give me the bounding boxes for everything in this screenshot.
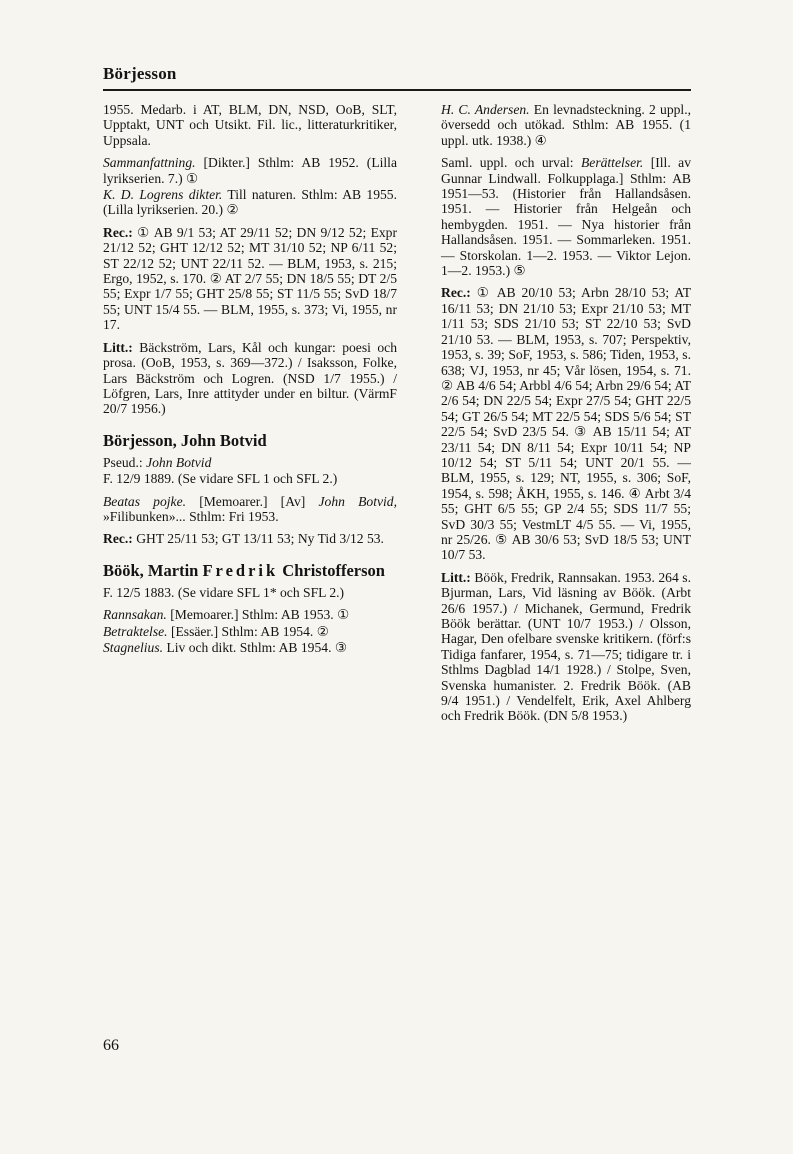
work-details: [Ill. av Gunnar Lindwall. Folkupplaga.] Sthlm: AB 1951—53. (Historier från Hallandsåsen. 1951. — Historier från Helgeån och hembygden. 1951. — Nya historier från Hallandsåsen. 1951. — Sommarleken. 1951. — Storskolan. 1—2. 1953. — Viktor Lejon. 1—2. 1953.) ⑤ (441, 155, 691, 279)
entry-pseudonym (103, 455, 397, 470)
entry-reviews (441, 285, 691, 562)
header-rule (103, 89, 691, 91)
rec-text: ① AB 20/10 53; Arbn 28/10 53; AT 16/11 53; DN 21/10 53; Expr 21/10 53; MT 1/11 53; SDS 21/10 53; ST 22/10 53; SvD 21/10 53. — BLM, 1953, s. 707; Perspektiv, 1953, s. 39; SoF, 1953, s. 586; Tiden, 1953, s. 638; VJ, 1953, nr 45; Vår lösen, 1954, s. 71. ② AB 4/6 54; Arbbl 4/6 54; Arbn 29/6 54; AT 2/6 54; DN 22/5 54; Expr 27/5 54; GHT 22/5 54; GT 26/5 54; MT 22/5 54; SDS 5/6 54; ST 22/5 54; SvD 23/5 54. ③ AB 15/11 54; AT 23/11 54; DN 8/11 54; Expr 10/11 54; NP 10/12 54; ST 5/11 54; UNT 20/1 55. — BLM, 1955, s. 129; NT, 1955, s. 306; SoF, 1954, s. 598; ÅKH, 1955, s. 146. ④ Arbt 3/4 55; GHT 6/5 55; GP 2/4 55; SDS 11/7 55; SvD 30/3 55; VestmLT 4/5 55. — Vi, 1955, nr 25/26. ⑤ AB 30/6 53; SvD 18/5 53; UNT 10/7 53. (441, 285, 691, 563)
rec-label: Rec.: (103, 224, 133, 240)
work-title: Berättelser. (580, 155, 644, 171)
author-heading: Börjesson, John Botvid (103, 430, 267, 450)
work-title: Stagnelius. (103, 639, 164, 655)
entry-born (103, 585, 397, 600)
work-title: Rannsakan. (103, 607, 167, 623)
left-column (103, 102, 397, 662)
entry-work (103, 494, 397, 525)
work-details: [Essäer.] Sthlm: AB 1954. ② (167, 623, 329, 639)
entry-work (103, 155, 397, 186)
entry-intro (103, 102, 397, 148)
entry-work (103, 607, 397, 622)
intro-text: 1955. Medarb. i AT, BLM, DN, NSD, OoB, SLT, Upptakt, UNT och Utsikt. Fil. lic., litteraturkritiker, Uppsala. (103, 102, 397, 148)
work-title: Betraktelse. (103, 623, 168, 639)
rec-label: Rec.: (441, 285, 471, 301)
heading-part: Böök, Martin (103, 560, 203, 580)
work-title: K. D. Logrens dikter. (103, 187, 223, 203)
litt-label: Litt.: (103, 339, 133, 355)
rec-text: GHT 25/11 53; GT 13/11 53; Ny Tid 3/12 53. (132, 531, 384, 547)
entry-literature (441, 570, 691, 724)
entry-work (441, 155, 691, 278)
work-title: Sammanfattning. (103, 155, 196, 171)
litt-label: Litt.: (441, 569, 471, 585)
author-heading (103, 561, 397, 580)
entry-work (103, 640, 397, 655)
entry-reviews (103, 225, 397, 333)
born-text: F. 12/5 1883. (Se vidare SFL 1* och SFL 2.) (103, 584, 345, 600)
entry-born (103, 471, 397, 486)
entry-reviews (103, 531, 397, 546)
page-number: 66 (103, 1037, 119, 1054)
work-title: Beatas pojke. (103, 493, 187, 509)
work-details: Till naturen. Sthlm: AB 1955. (Lilla lyrikserien. 20.) ② (103, 187, 397, 218)
entry-work (103, 187, 397, 218)
heading-part: Fredrik (202, 560, 279, 580)
rec-label: Rec.: (103, 531, 133, 547)
entry-literature (103, 340, 397, 417)
work-details: [Memoarer.] Sthlm: AB 1953. ① (166, 607, 350, 623)
born-text: F. 12/9 1889. (Se vidare SFL 1 och SFL 2.) (103, 471, 338, 487)
running-header: Börjesson (103, 64, 177, 83)
pseud-name: John Botvid (146, 454, 212, 470)
work-details: Liv och dikt. Sthlm: AB 1954. ③ (163, 639, 348, 655)
entry-work (103, 624, 397, 639)
work-details: En levnadsteckning. 2 uppl., översedd och utökad. Sthlm: AB 1955. (1 uppl. utk. 1938.) ④ (441, 102, 691, 148)
work-author: John Botvid, (318, 493, 397, 509)
work-details: [Dikter.] Sthlm: AB 1952. (Lilla lyrikserien. 7.) ① (103, 155, 397, 186)
pseud-label: Pseud.: (103, 454, 147, 470)
right-column (441, 102, 691, 731)
work-prefix: Saml. uppl. och urval: (441, 155, 581, 171)
litt-text: Böök, Fredrik, Rannsakan. 1953. 264 s. Bjurman, Lars, Vid läsning av Böök. (Arbt 26/6 1957.) / Michanek, Germund, Fredrik Böök berättar. (UNT 10/7 1953.) / Olsson, Hagar, Den ofelbare svenske kritikern. (förf:s Tidiga fanfarer, 1954, s. 71—75; tidigare tr. i Sthlms Dagblad 14/1 1928.) / Stolpe, Sven, Svenska humanister. 2. Fredrik Böök. (AB 9/4 1951.) / Vendelfelt, Erik, Axel Ahlberg och Fredrik Böök. (DN 5/8 1953.) (441, 569, 691, 724)
work-title: H. C. Andersen. (441, 102, 530, 117)
work-details: »Filibunken»... Sthlm: Fri 1953. (103, 508, 279, 524)
entry-work (441, 102, 691, 148)
rec-text: ① AB 9/1 53; AT 29/11 52; DN 9/12 52; Expr 21/12 52; GHT 12/12 52; MT 31/10 52; NP 6/11 52; ST 22/12 52; UNT 22/11 52. — BLM, 1953, s. 215; Ergo, 1952, s. 170. ② AT 2/7 55; DN 18/5 55; DT 2/5 55; Expr 1/7 55; GHT 25/8 55; ST 11/5 55; SvD 18/7 55; UNT 15/4 55. — BLM, 1955, s. 373; Vi, 1955, nr 17. (103, 224, 397, 333)
litt-text: Bäckström, Lars, Kål och kungar: poesi och prosa. (OoB, 1953, s. 369—372.) / Isaksson, Folke, Lars Bäckström och Logren. (NSD 1/7 1955.) / Löfgren, Lars, Inre attityder under en biltur. (VärmF 20/7 1956.) (103, 339, 397, 417)
work-details: [Memoarer.] [Av] (186, 493, 319, 509)
heading-part: Christofferson (278, 560, 385, 580)
